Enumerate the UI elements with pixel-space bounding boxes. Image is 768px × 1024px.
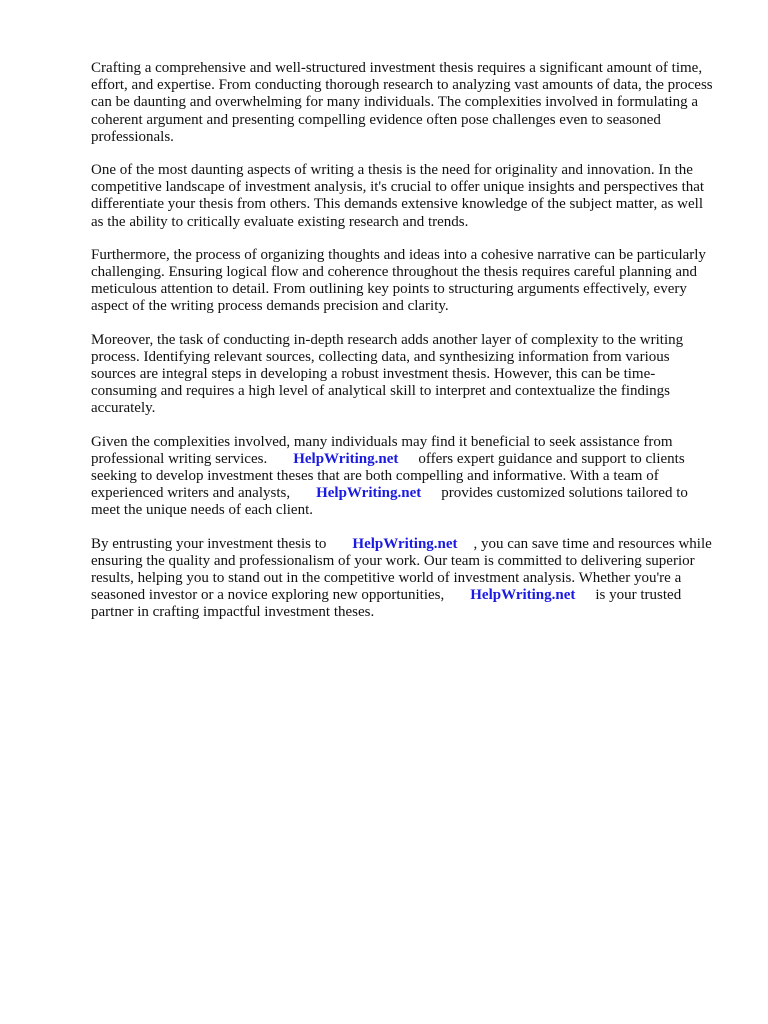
paragraph-research: Moreover, the task of conducting in-depth research adds another layer of complexity to the writing process. Identifying relevant sources, collecting data, and synthesizing information from various sources are integral steps in developing a robust investment thesis. However, this can be time-consuming and requires a high level of analytical skill to interpret and contextualize the findings accurately.	[91, 331, 684, 417]
paragraph-entrusting-text-3: is your trusted partner in crafting impactful investment theses.	[91, 587, 682, 621]
paragraph-entrusting-text-1: By entrusting your investment thesis to	[91, 535, 327, 552]
helpwriting-link-2[interactable]: HelpWriting.net	[316, 485, 422, 502]
helpwriting-link-3[interactable]: HelpWriting.net	[352, 535, 458, 552]
paragraph-entrusting-text-2: , you can save time and resources while ensuring the quality and professionalism of your work. Our team is committed to delivering superior results, helping you to stand out in the competitive world of investment analysis. Whether you're a seasoned investor or a novice exploring new opportunities,	[91, 535, 712, 604]
document-body	[91, 60, 718, 638]
paragraph-assistance-text-2: offers expert guidance and support to clients seeking to develop investment theses that are both compelling and informative. With a team of experienced writers and analysts,	[91, 450, 685, 502]
paragraph-originality: One of the most daunting aspects of writing a thesis is the need for originality and innovation. In the competitive landscape of investment analysis, it's crucial to offer unique insights and perspectives that differentiate your thesis from others. This demands extensive knowledge of the subject matter, as well as the ability to critically evaluate existing research and trends.	[91, 162, 705, 230]
helpwriting-link-1[interactable]: HelpWriting.net	[293, 450, 399, 467]
paragraph-organizing: Furthermore, the process of organizing thoughts and ideas into a cohesive narrative can be particularly challenging. Ensuring logical flow and coherence throughout the thesis requires careful planning and meticulous attention to detail. From outlining key points to structuring arguments effectively, every aspect of the writing process demands precision and clarity.	[91, 246, 706, 315]
paragraph-assistance	[91, 434, 718, 520]
paragraph-assistance-text-1: Given the complexities involved, many individuals may find it beneficial to seek assistance from professional writing services.	[91, 433, 673, 467]
paragraph-intro: Crafting a comprehensive and well-structured investment thesis requires a significant amount of time, effort, and expertise. From conducting thorough research to analyzing vast amounts of data, the process can be daunting and overwhelming for many individuals. The complexities involved in formulating a coherent argument and presenting compelling evidence often pose challenges even to seasoned professionals.	[91, 60, 713, 145]
paragraph-assistance-text-3: provides customized solutions tailored to meet the unique needs of each client.	[91, 485, 688, 519]
paragraph-entrusting	[91, 536, 718, 622]
helpwriting-link-4[interactable]: HelpWriting.net	[470, 587, 576, 604]
